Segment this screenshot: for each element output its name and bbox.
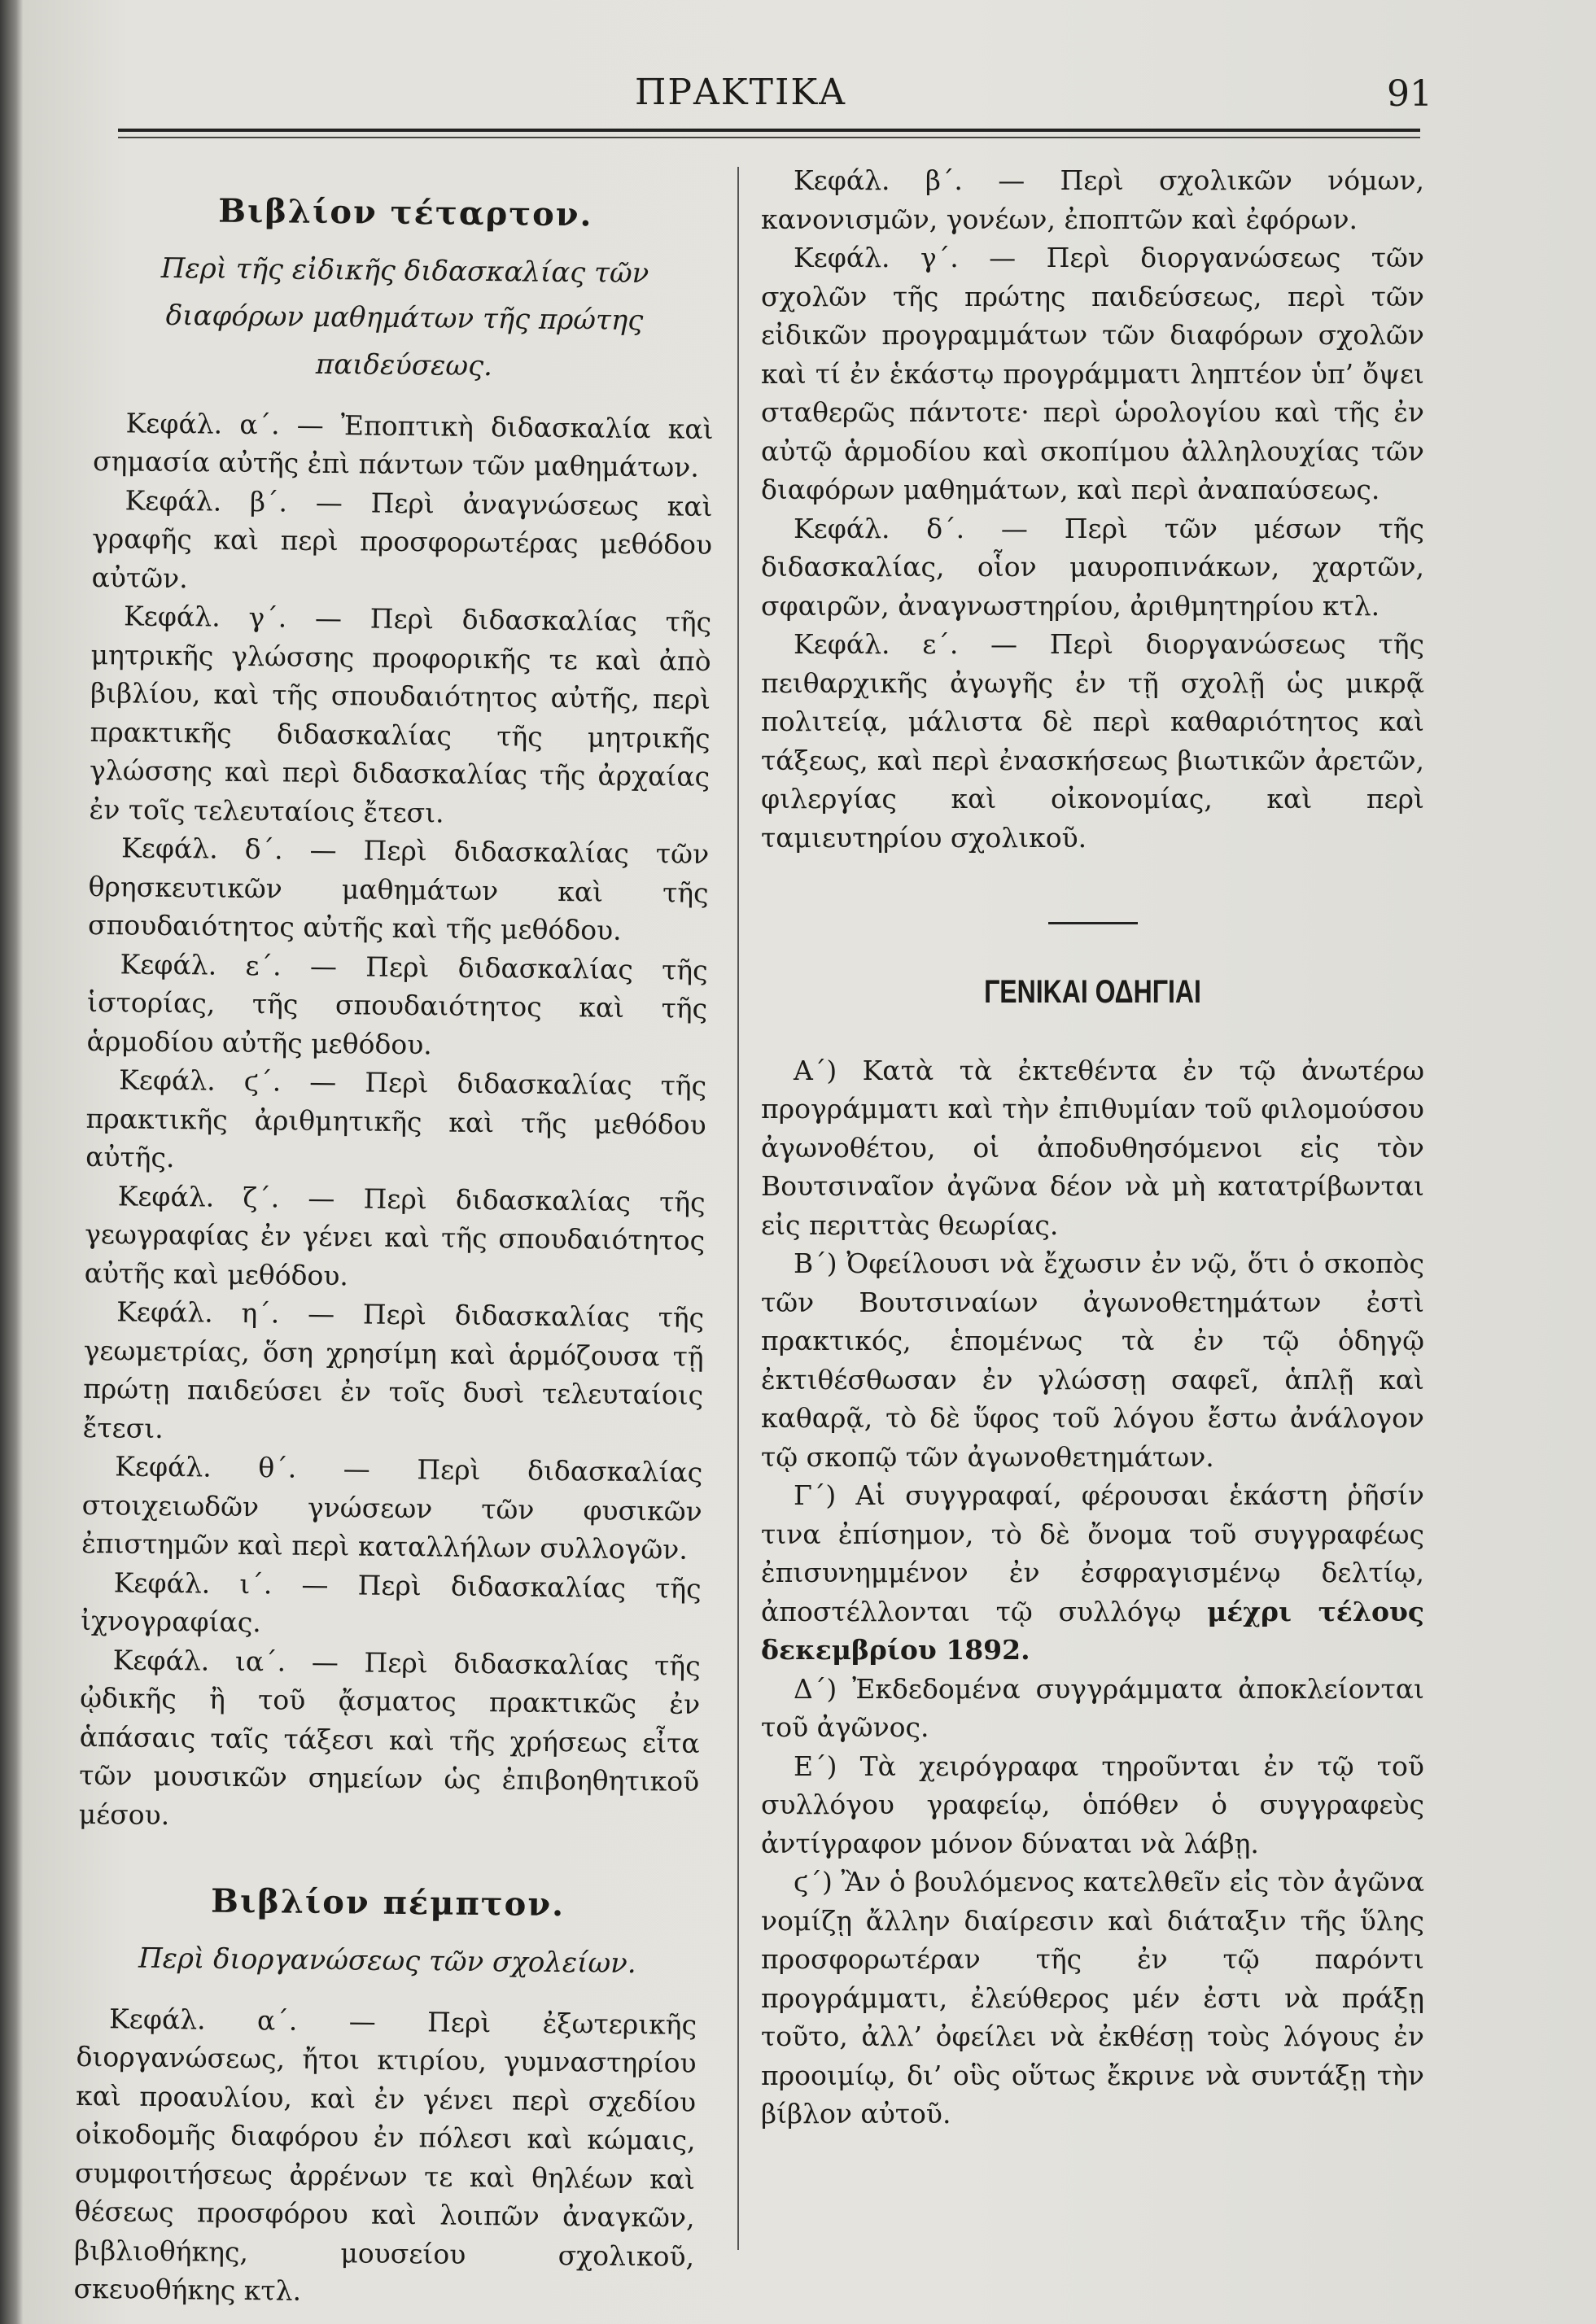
- book-four-subtitle: Περὶ τῆς εἰδικῆς διδασκαλίας τῶν διαφόρων μαθημάτων τῆς πρώτης παιδεύσεως.: [160, 251, 649, 382]
- chapter-entry: Κεφάλ. β΄. — Περὶ ἀναγνώσεως καὶ γραφῆς καὶ περὶ προσφορωτέρας μεθόδου αὐτῶν.: [91, 483, 713, 594]
- chapter-entry: Κεφάλ. ϛ΄. — Περὶ διδασκαλίας τῆς πρακτικῆς ἀριθμητικῆς καὶ τῆς μεθόδου αὐτῆς.: [85, 1064, 707, 1174]
- chapter-entry: Κεφάλ. η΄. — Περὶ διδασκαλίας τῆς γεωμετρίας, ὅση χρησίμη καὶ ἁρμόζουσα τῇ πρώτῃ παιδεύσει ἐν τοῖς δυσὶ τελευταίοις ἔτεσι.: [82, 1295, 705, 1444]
- book-five-subtitle: Περὶ διοργανώσεως τῶν σχολείων.: [138, 1942, 636, 1980]
- chapter-entry: Κεφάλ. ε΄. — Περὶ διδασκαλίας τῆς ἱστορίας, τῆς σπουδαιότητος καὶ τῆς ἁρμοδίου αὐτῆς μεθόδου.: [86, 947, 708, 1060]
- chapter-entry: Κεφάλ. β΄. — Περὶ σχολικῶν νόμων, κανονισμῶν, γονέων, ἐποπτῶν καὶ ἐφόρων.: [761, 164, 1424, 235]
- book-spine-shadow: [0, 0, 23, 2324]
- instruction-paragraph: [761, 1476, 1424, 1670]
- chapter-entry: Κεφάλ. δ΄. — Περὶ τῶν μέσων τῆς διδασκαλίας, οἷον μαυροπινάκων, χαρτῶν, σφαιρῶν, ἀναγνωστηρίου, ἀριθμητηρίου κτλ.: [761, 512, 1424, 622]
- header-rule-thin: [118, 137, 1420, 138]
- general-instructions-heading: ΓΕΝΙΚΑΙ ΟΔΗΓΙΑΙ: [984, 974, 1201, 1010]
- section-separator: [1048, 922, 1138, 924]
- chapter-entry: Κεφάλ. α΄. — Περὶ ἐξωτερικῆς διοργανώσεως, ἤτοι κτιρίου, γυμναστηρίου καὶ προαυλίου, καὶ ἐν γένει περὶ σχεδίου οἰκοδομῆς διαφόρου ἐν πόλεσι καὶ κώμαις, συμφοιτήσεως ἀρρένων τε καὶ θηλέων καὶ θέσεως προσφόρου καὶ λοιπῶν ἀναγκῶν, βιβλιοθήκης, μουσείου σχολικοῦ, σκευοθήκης κτλ.: [73, 2002, 697, 2307]
- chapter-entry: Κεφάλ. ε΄. — Περὶ διοργανώσεως τῆς πειθαρχικῆς ἀγωγῆς ἐν τῇ σχολῇ ὡς μικρᾷ πολιτείᾳ, μάλιστα δὲ περὶ καθαριότητος καὶ τάξεως, καὶ περὶ ἐνασκήσεως βιωτικῶν ἀρετῶν, φιλεργίας καὶ οἰκονομίας, καὶ περὶ ταμιευτηρίου σχολικοῦ.: [761, 628, 1424, 854]
- chapter-entry: Κεφάλ. θ΄. — Περὶ διδασκαλίας στοιχειωδῶν γνώσεων τῶν φυσικῶν ἐπιστημῶν καὶ περὶ καταλλήλων συλλογῶν.: [81, 1450, 703, 1566]
- instruction-paragraph: Ε΄) Τὰ χειρόγραφα τηροῦνται ἐν τῷ τοῦ συλλόγου γραφείῳ, ὁπόθεν ὁ συγγραφεὺς ἀντίγραφον μόνον δύναται νὰ λάβῃ.: [761, 1750, 1424, 1859]
- instruction-paragraph: Α΄) Κατὰ τὰ ἐκτεθέντα ἐν τῷ ἀνωτέρω προγράμματι καὶ τὴν ἐπιθυμίαν τοῦ φιλομούσου ἀγωνοθέτου, οἱ ἀποδυθησόμενοι εἰς τὸν Βουτσιναῖον ἀγῶνα δέον νὰ μὴ κατατρίβωνται εἰς περιττὰς θεωρίας.: [761, 1054, 1424, 1241]
- chapter-entry: Κεφάλ. γ΄. — Περὶ διδασκαλίας τῆς μητρικῆς γλώσσης προφορικῆς τε καὶ ἀπὸ βιβλίου, καὶ τῆς σπουδαιότητος αὐτῆς, περὶ πρακτικῆς διδασκαλίας τῆς μητρικῆς γλώσσης καὶ περὶ διδασκαλίας τῆς ἀρχαίας ἐν τοῖς τελευταίοις ἔτεσι.: [89, 600, 712, 829]
- page-number: 91: [1387, 73, 1432, 115]
- deadline-date: μέχρι τέλους δεκεμβρίου 1892.: [761, 1595, 1424, 1666]
- chapter-entry: Κεφάλ. ζ΄. — Περὶ διδασκαλίας τῆς γεωγραφίας ἐν γένει καὶ τῆς σπουδαιότητος αὐτῆς καὶ μεθόδου.: [84, 1179, 706, 1291]
- chapter-entry: Κεφάλ. α΄. — Ἐποπτικὴ διδασκαλία καὶ σημασία αὐτῆς ἐπὶ πάντων τῶν μαθημάτων.: [92, 406, 714, 483]
- book-five-title: Βιβλίον πέμπτον.: [210, 1881, 566, 1924]
- chapter-entry: Κεφάλ. δ΄. — Περὶ διδασκαλίας τῶν θρησκευτικῶν μαθημάτων καὶ τῆς σπουδαιότητος αὐτῆς καὶ τῆς μεθόδου.: [87, 832, 710, 946]
- instruction-paragraph: Β΄) Ὀφείλουσι νὰ ἔχωσιν ἐν νῷ, ὅτι ὁ σκοπὸς τῶν Βουτσιναίων ἀγωνοθετημάτων ἐστὶ πρακτικός, ἑπομένως τὰ ἐν τῷ ὁδηγῷ ἐκτιθέσθωσαν ἐν γλώσσῃ σαφεῖ, ἁπλῇ καὶ καθαρᾷ, τὸ δὲ ὕφος τοῦ λόγου ἔστω ἀνάλογον τῷ σκοπῷ τῶν ἀγωνοθετημάτων.: [761, 1247, 1424, 1473]
- instruction-paragraph: Δ΄) Ἐκδεδομένα συγγράμματα ἀποκλείονται τοῦ ἀγῶνος.: [761, 1672, 1424, 1743]
- chapter-entry: Κεφάλ. γ΄. — Περὶ διοργανώσεως τῶν σχολῶν τῆς πρώτης παιδεύσεως, περὶ τῶν εἰδικῶν προγραμμάτων τῶν διαφόρων σχολῶν καὶ τί ἐν ἑκάστῳ προγράμματι ληπτέον ὑπ’ ὄψει σταθερῶς πάντοτε· περὶ ὡρολογίου καὶ τῆς ἐν αὐτῷ ἁρμοδίου καὶ σκοπίμου ἀλληλουχίας τῶν διαφόρων μαθημάτων, καὶ περὶ ἀναπαύσεως.: [761, 242, 1424, 505]
- chapter-entry: Κεφάλ. ια΄. — Περὶ διδασκαλίας τῆς ᾠδικῆς ἢ τοῦ ᾄσματος πρακτικῶς ἐν ἁπάσαις ταῖς τάξεσι καὶ τῆς χρήσεως εἶτα τῶν μουσικῶν σημείων ὡς ἐπιβοηθητικοῦ μέσου.: [78, 1643, 701, 1831]
- book-four-title: Βιβλίον τέταρτον.: [217, 191, 593, 234]
- right-column: [761, 161, 1424, 2134]
- header-rule: [118, 129, 1420, 132]
- chapter-entry: Κεφάλ. ι΄. — Περὶ διδασκαλίας τῆς ἰχνογραφίας.: [81, 1566, 702, 1639]
- instruction-text: Γ΄) Αἱ συγγραφαί, φέρουσαι ἑκάστη ῥῆσίν τινα ἐπίσημον, τὸ δὲ ὄνομα τοῦ συγγραφέως ἐπισυνημμένον ἐν ἐσφραγισμένῳ δελτίῳ, ἀποστέλλονται τῷ συλλόγῳ: [761, 1479, 1424, 1627]
- left-column: [73, 161, 716, 2314]
- running-head: [0, 72, 1596, 120]
- instruction-paragraph: ϛ΄) Ἂν ὁ βουλόμενος κατελθεῖν εἰς τὸν ἀγῶνα νομίζῃ ἄλλην διαίρεσιν καὶ διάταξιν τῆς ὕλης προσφορωτέραν τῆς ἐν τῷ παρόντι προγράμματι, ἐλεύθερος μέν ἐστι νὰ πράξῃ τοῦτο, ἀλλ’ ὀφείλει νὰ ἐκθέσῃ τοὺς λόγους ἐν προοιμίῳ, δι’ οὓς οὕτως ἔκρινε νὰ συντάξῃ τὴν βίβλον αὐτοῦ.: [761, 1866, 1424, 2130]
- column-divider: [737, 167, 739, 2250]
- running-title: ΠΡΑΚΤΙΚΑ: [635, 72, 846, 113]
